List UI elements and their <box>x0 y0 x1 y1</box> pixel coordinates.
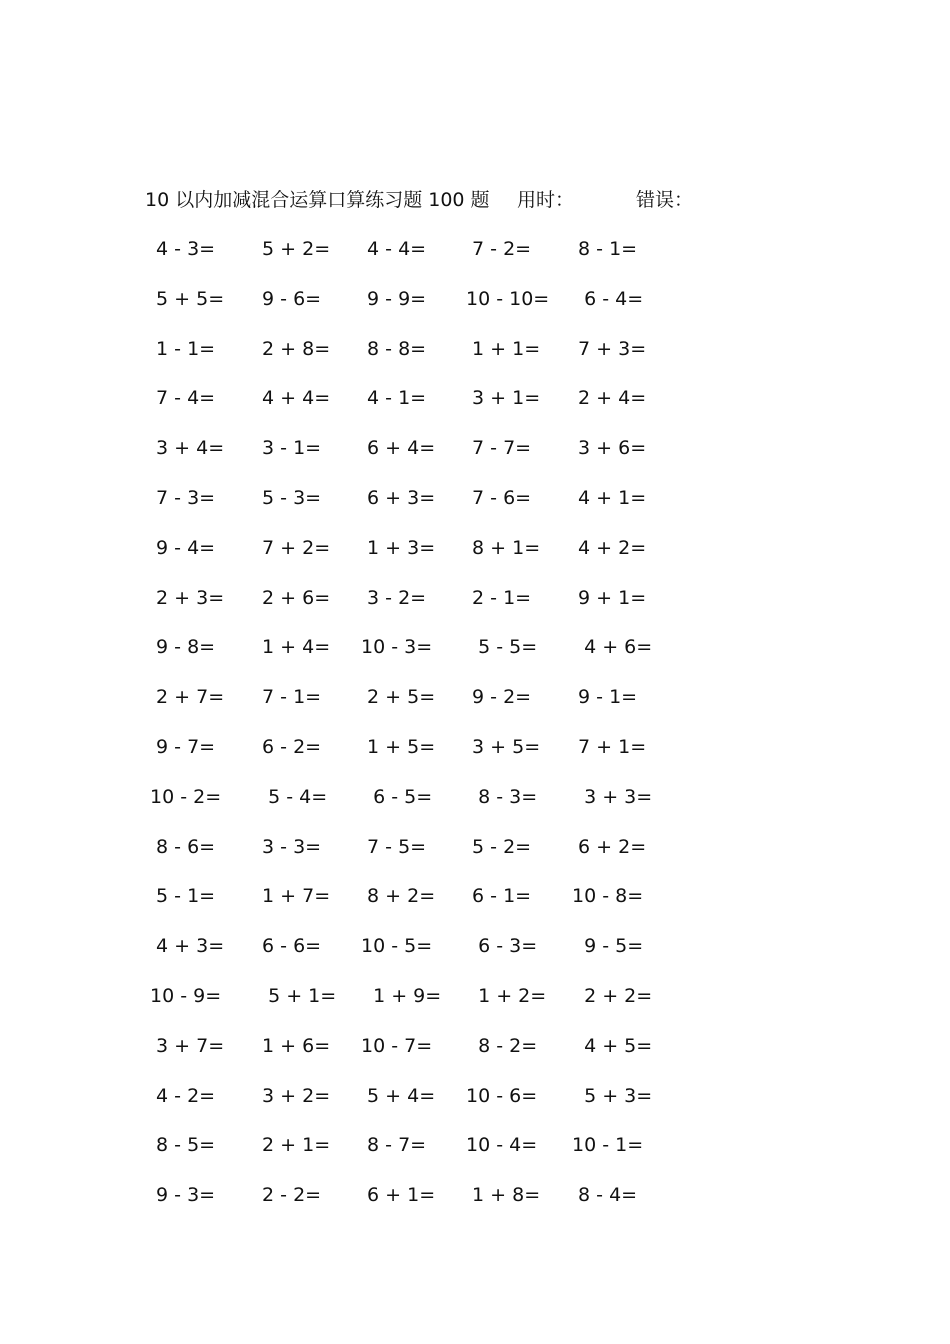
problem: 3 + 6= <box>572 437 647 460</box>
problem: 8 - 1= <box>572 238 638 260</box>
problem: 6 + 3= <box>361 486 436 509</box>
problem: 6 - 2= <box>256 735 322 758</box>
problem: 3 + 5= <box>466 735 541 758</box>
problem: 2 + 3= <box>150 586 225 609</box>
problem-row <box>0 381 950 431</box>
problem: 9 - 3= <box>150 1184 216 1207</box>
problem-row <box>0 780 950 830</box>
problem: 3 + 4= <box>150 437 225 460</box>
problem: 9 + 1= <box>572 586 647 609</box>
problem: 4 - 1= <box>361 387 427 410</box>
problem: 2 + 8= <box>256 337 331 360</box>
problem: 1 + 9= <box>361 984 442 1007</box>
problem: 1 + 2= <box>466 984 547 1007</box>
problem: 6 + 2= <box>572 835 647 858</box>
problem-row <box>0 1029 950 1079</box>
problem-row <box>0 630 950 680</box>
problem-row <box>0 1178 950 1228</box>
problem: 4 - 2= <box>150 1084 216 1107</box>
problem: 4 + 6= <box>572 636 653 659</box>
problem: 10 - 7= <box>361 1034 433 1057</box>
problem: 10 - 8= <box>572 885 644 908</box>
problem: 10 - 2= <box>150 785 222 808</box>
problem: 3 + 1= <box>466 387 541 410</box>
problem-row <box>0 531 950 581</box>
problem: 8 - 6= <box>150 835 216 858</box>
problem: 6 - 5= <box>361 785 433 808</box>
problem: 6 - 1= <box>466 885 532 908</box>
problem-row <box>0 1079 950 1129</box>
problem-row <box>0 581 950 631</box>
problem: 1 + 1= <box>466 337 541 360</box>
problem-grid <box>0 232 950 1228</box>
problem: 6 + 1= <box>361 1184 436 1207</box>
problem: 8 + 1= <box>466 536 541 559</box>
problem: 7 - 6= <box>466 486 532 509</box>
problem: 5 - 5= <box>466 636 538 659</box>
problem: 5 - 4= <box>256 785 328 808</box>
problem: 9 - 6= <box>256 287 322 310</box>
problem: 7 - 1= <box>256 686 322 709</box>
problem: 3 + 2= <box>256 1084 331 1107</box>
problem: 1 - 1= <box>150 337 216 360</box>
problem: 3 + 7= <box>150 1034 225 1057</box>
error-count-label: 错误： <box>636 189 694 211</box>
problem: 1 + 8= <box>466 1184 541 1207</box>
problem: 5 + 1= <box>256 984 337 1007</box>
problem: 8 - 3= <box>466 785 538 808</box>
problem: 7 - 5= <box>361 835 427 858</box>
problem: 2 + 5= <box>361 686 436 709</box>
problem-row <box>0 282 950 332</box>
problem: 1 + 5= <box>361 735 436 758</box>
problem: 1 + 7= <box>256 885 331 908</box>
problem: 10 - 3= <box>361 636 433 659</box>
problem-row <box>0 830 950 880</box>
problem: 7 + 2= <box>256 536 331 559</box>
problem: 3 - 1= <box>256 437 322 460</box>
problem: 6 - 4= <box>572 287 644 310</box>
problem: 10 - 4= <box>466 1134 538 1157</box>
problem: 5 - 2= <box>466 835 532 858</box>
problem: 5 + 2= <box>256 238 331 260</box>
problem: 9 - 7= <box>150 735 216 758</box>
problem: 10 - 6= <box>466 1084 538 1107</box>
problem-row <box>0 730 950 780</box>
problem: 10 - 10= <box>466 287 550 310</box>
problem: 7 + 3= <box>572 337 647 360</box>
problem: 4 - 4= <box>361 238 427 260</box>
problem: 3 + 3= <box>572 785 653 808</box>
problem: 4 + 3= <box>150 935 225 958</box>
problem: 7 - 7= <box>466 437 532 460</box>
problem: 3 - 3= <box>256 835 322 858</box>
problem: 5 - 3= <box>256 486 322 509</box>
problem: 4 - 3= <box>150 238 216 260</box>
problem: 7 - 4= <box>150 387 216 410</box>
problem: 7 + 1= <box>572 735 647 758</box>
problem: 8 + 2= <box>361 885 436 908</box>
time-spent-label: 用时： <box>517 189 575 211</box>
problem: 1 + 3= <box>361 536 436 559</box>
problem: 2 - 1= <box>466 586 532 609</box>
problem: 5 + 4= <box>361 1084 436 1107</box>
worksheet-header <box>0 183 950 217</box>
problem-row <box>0 680 950 730</box>
problem-row <box>0 879 950 929</box>
problem: 8 - 8= <box>361 337 427 360</box>
problem: 2 + 4= <box>572 387 647 410</box>
problem: 4 + 5= <box>572 1034 653 1057</box>
problem: 5 + 5= <box>150 287 225 310</box>
problem-row <box>0 431 950 481</box>
problem: 3 - 2= <box>361 586 427 609</box>
problem-row <box>0 979 950 1029</box>
worksheet-title: 10 以内加减混合运算口算练习题 100 题 <box>145 189 490 211</box>
problem: 2 - 2= <box>256 1184 322 1207</box>
problem: 9 - 2= <box>466 686 532 709</box>
problem: 8 - 7= <box>361 1134 427 1157</box>
problem: 2 + 1= <box>256 1134 331 1157</box>
problem: 9 - 5= <box>572 935 644 958</box>
problem-row <box>0 232 950 282</box>
problem: 4 + 2= <box>572 536 647 559</box>
problem-row <box>0 929 950 979</box>
problem-row <box>0 1128 950 1178</box>
problem: 6 + 4= <box>361 437 436 460</box>
problem: 1 + 6= <box>256 1034 331 1057</box>
problem: 10 - 9= <box>150 984 222 1007</box>
problem: 4 + 1= <box>572 486 647 509</box>
problem: 2 + 6= <box>256 586 331 609</box>
problem: 7 - 3= <box>150 486 216 509</box>
problem: 9 - 1= <box>572 686 638 709</box>
problem: 6 - 6= <box>256 935 322 958</box>
problem: 4 + 4= <box>256 387 331 410</box>
problem: 8 - 5= <box>150 1134 216 1157</box>
problem: 6 - 3= <box>466 935 538 958</box>
problem: 10 - 5= <box>361 935 433 958</box>
problem: 5 + 3= <box>572 1084 653 1107</box>
problem: 8 - 2= <box>466 1034 538 1057</box>
problem-row <box>0 481 950 531</box>
problem: 8 - 4= <box>572 1184 638 1207</box>
problem: 9 - 4= <box>150 536 216 559</box>
problem: 5 - 1= <box>150 885 216 908</box>
problem: 2 + 2= <box>572 984 653 1007</box>
problem: 2 + 7= <box>150 686 225 709</box>
problem: 10 - 1= <box>572 1134 644 1157</box>
problem: 9 - 9= <box>361 287 427 310</box>
problem: 7 - 2= <box>466 238 532 260</box>
problem: 9 - 8= <box>150 636 216 659</box>
problem-row <box>0 332 950 382</box>
problem: 1 + 4= <box>256 636 331 659</box>
